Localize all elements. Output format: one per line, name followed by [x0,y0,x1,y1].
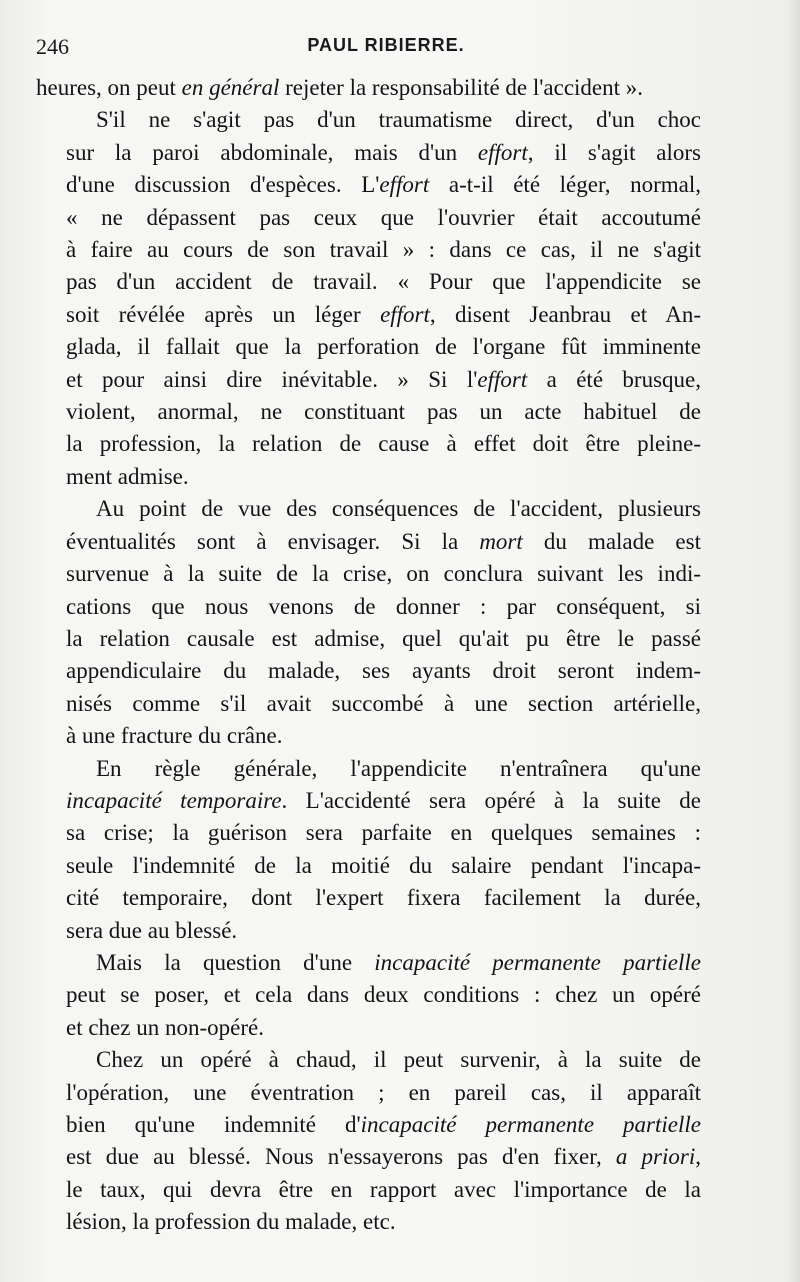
text-line: heures, on peut en général rejeter la responsabilité de l'accident ». [36,75,644,100]
text-line: seule l'indemnité de la moitié du salaire pendant l'incapa- [66,852,701,878]
text-line: l'opération, une éventration ; en pareil cas, il apparaît [66,1079,701,1105]
text-line: le taux, qui devra être en rapport avec l'importance de la [66,1176,701,1202]
text-line: la relation causale est admise, quel qu'ait pu être le passé [66,625,701,651]
text-line: appendiculaire du malade, ses ayants droit seront indem- [66,658,701,684]
text-line: glada, il fallait que la perforation de l'organe fût imminente [66,334,701,360]
text-line: lésion, la profession du malade, etc. [66,1209,396,1235]
running-title: PAUL RIBIERRE. [307,35,465,55]
text-line: pas d'un accident de travail. « Pour que l'appendicite se [66,269,701,295]
text-line: la profession, la relation de cause à effet doit être pleine- [66,431,701,457]
text-line: et pour ainsi dire inévitable. » Si l'effort a été brusque, [66,366,701,392]
text-line: cité temporaire, dont l'expert fixera facilement la durée, [66,885,701,911]
text-line: d'une discussion d'espèces. L'effort a-t-il été léger, normal, [66,172,701,198]
text-line: cations que nous venons de donner : par conséquent, si [66,593,701,619]
text-line: nisés comme s'il avait succombé à une section artérielle, [66,690,701,716]
text-line: éventualités sont à envisager. Si la mort du malade est [66,528,701,554]
paragraph [36,1044,701,1238]
body-text [36,72,701,1239]
paragraph [36,947,701,1044]
text-line: incapacité temporaire. L'accidenté sera opéré à la suite de [66,787,701,813]
text-line: survenue à la suite de la crise, on conclura suivant les indi- [66,561,701,587]
text-line: Mais la question d'une incapacité permanente partielle [96,949,701,975]
paragraph [36,753,701,947]
text-line: « ne dépassent pas ceux que l'ouvrier était accoutumé [66,204,701,230]
text-line: Chez un opéré à chaud, il peut survenir, à la suite de [96,1047,701,1073]
text-line: sa crise; la guérison sera parfaite en quelques semaines : [66,820,701,846]
text-line: sur la paroi abdominale, mais d'un effort, il s'agit alors [66,139,701,165]
text-line: ment admise. [66,463,189,489]
text-line: Au point de vue des conséquences de l'accident, plusieurs [96,496,701,522]
text-line: sera due au blessé. [66,917,238,943]
text-line: violent, anormal, ne constituant pas un acte habituel de [66,399,701,425]
paragraph [36,104,701,493]
text-line: En règle générale, l'appendicite n'entraînera qu'une [96,755,701,781]
page-header [36,34,736,62]
paragraph [36,72,701,104]
text-line: peut se poser, et cela dans deux conditions : chez un opéré [66,982,701,1008]
text-line: soit révélée après un léger effort, disent Jeanbrau et An- [66,301,701,327]
text-line: est due au blessé. Nous n'essayerons pas d'en fixer, a priori, [66,1144,701,1170]
text-line: bien qu'une indemnité d'incapacité permanente partielle [66,1112,701,1137]
page-edge-shadow [786,0,800,1282]
text-line: S'il ne s'agit pas d'un traumatisme direct, d'un choc [96,107,701,133]
text-line: et chez un non-opéré. [66,1014,264,1040]
text-line: à faire au cours de son travail » : dans ce cas, il ne s'agit [66,237,701,263]
paragraph [36,493,701,752]
page-number: 246 [36,34,69,59]
text-line: à une fracture du crâne. [66,723,283,749]
